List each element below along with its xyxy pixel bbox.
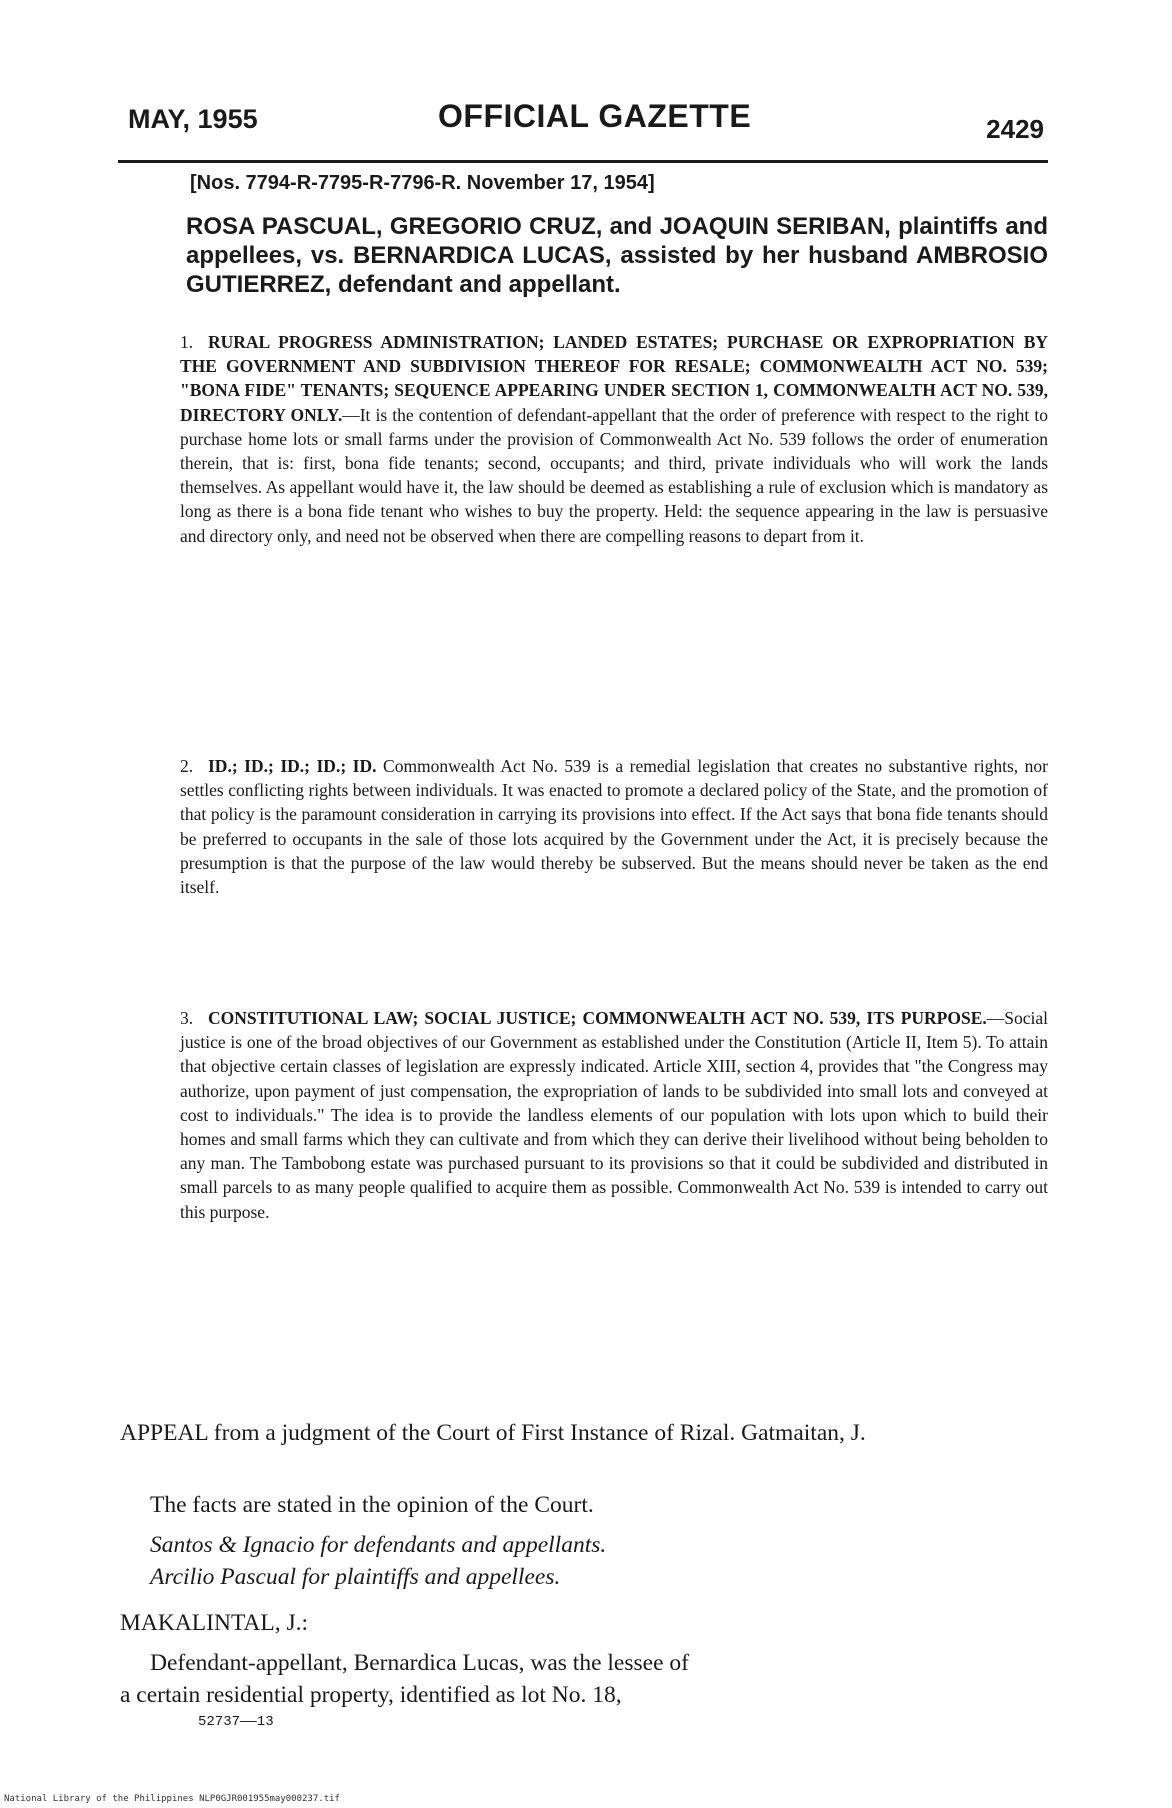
syllabus-item [180,1006,1048,1224]
syllabus-heading: RURAL PROGRESS ADMINISTRATION; LANDED ESTATES; PURCHASE OR EXPROPRIATION BY THE GOVERNMENT AND SUBDIVISION THEREOF FOR RESALE; COMMONWEALTH ACT NO. 539; "BONA FIDE" TENANTS; SEQUENCE APPEARING UNDER SECTION 1, COMMONWEALTH ACT NO. 539, DIRECTORY ONLY. [180,332,1048,425]
syllabus-text: Commonwealth Act No. 539 is a remedial legislation that creates no substantive rights, nor settles conflicting rights between individuals. It was enacted to promote a declared policy of the State, and the promotion of that policy is the paramount consideration in carrying its provisions into effect. If the Act says that bona fide tenants should be preferred to occupants in the sale of those lots acquired by the Government under the Act, it is precisely because the presumption is that the purpose of the law would thereby be subserved. But the means should never be taken as the end itself. [180,756,1048,898]
syllabus-number: 3. [180,1008,194,1028]
counsel-defendants: Santos & Ignacio for defendants and appellants. [150,1532,607,1558]
header-date: MAY, 1955 [128,104,258,134]
header-title: OFFICIAL GAZETTE [438,98,752,134]
syllabus-text: —It is the contention of defendant-appellant that the order of preference with respect to the right to purchase home lots or small farms under the provision of Commonwealth Act No. 539 follows the order of enumeration therein, that is: first, bona fide tenants; second, occupants; and third, private individuals who will work the lands themselves. As appellant would have it, the law should be deemed as establishing a rule of exclusion which is mandatory as long as there is a bona fide tenant who wishes to buy the property. Held: the sequence appearing in the law is persuasive and directory only, and need not be observed when there are compelling reasons to depart from it. [180,404,1048,546]
syllabus-item [180,754,1048,899]
facts-statement: The facts are stated in the opinion of the Court. [150,1492,594,1518]
case-numbers: [Nos. 7794-R-7795-R-7796-R. November 17, 1954] [190,172,655,194]
opinion-line-2: a certain residential property, identified as lot No. 18, [120,1682,622,1708]
opinion-line-1: Defendant-appellant, Bernardica Lucas, was the lessee of [150,1650,689,1676]
syllabus-text: —Social justice is one of the broad objectives of our Government as established under the Constitution (Article II, Item 5). To attain that objective certain classes of legislation are expressly indicated. Article XIII, section 4, provides that "the Congress may authorize, upon payment of just compensation, the expropriation of lands to be subdivided into small lots and conveyed at cost to individuals." The idea is to provide the landless elements of our population with lots upon which to build their homes and small farms which they can cultivate and from which they can derive their livelihood without being beholden to any man. The Tambobong estate was purchased pursuant to its provisions so that it could be subdivided and distributed in small parcels to as many people qualified to acquire them as possible. Commonwealth Act No. 539 is intended to carry out this purpose. [180,1008,1048,1222]
header-rule [118,160,1048,163]
footer-print-code: 52737——13 [198,1714,274,1730]
syllabus-heading: CONSTITUTIONAL LAW; SOCIAL JUSTICE; COMMONWEALTH ACT NO. 539, ITS PURPOSE. [208,1008,987,1028]
syllabus-heading: ID.; ID.; ID.; ID.; ID. [208,756,377,776]
ponente: MAKALINTAL, J.: [120,1610,309,1636]
header-page-number: 2429 [986,114,1044,144]
appeal-statement: APPEAL from a judgment of the Court of First Instance of Rizal. Gatmaitan, J. [120,1420,866,1446]
page-header [118,92,1048,152]
footer-library-stamp: National Library of the Philippines NLP0GJR001955may000237.tif [4,1794,340,1804]
syllabus-number: 1. [180,332,194,352]
case-parties: ROSA PASCUAL, GREGORIO CRUZ, and JOAQUIN SERIBAN, plaintiffs and appellees, vs. BERNARDICA LUCAS, assisted by her husband AMBROSIO GUTIERREZ, defendant and appellant. [186,213,1048,298]
syllabus-item [180,330,1048,548]
counsel-plaintiffs: Arcilio Pascual for plaintiffs and appellees. [150,1564,561,1590]
syllabus-number: 2. [180,756,194,776]
